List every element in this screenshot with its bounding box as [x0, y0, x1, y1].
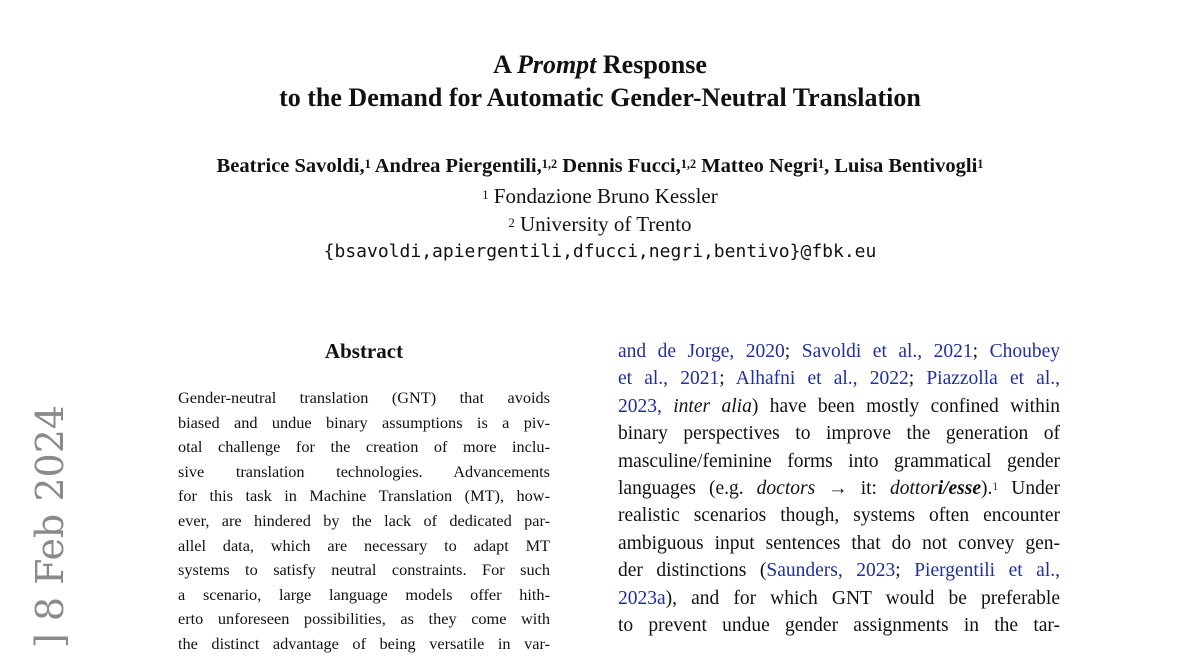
paper-title: [0, 48, 1200, 114]
author-emails: {bsavoldi,apiergentili,dfucci,negri,bentivo}@fbk.eu: [323, 241, 877, 262]
body-line: [618, 338, 1060, 365]
body-text: Under: [998, 478, 1060, 500]
separator: ,: [657, 395, 674, 417]
body-text: der distinctions (: [618, 560, 767, 582]
affiliation-mark: 2: [508, 215, 515, 230]
affiliation-2: [0, 211, 1200, 237]
body-line: [618, 475, 1060, 502]
abstract-line: biased and undue binary assumptions is a piv-: [178, 412, 550, 432]
citation-link[interactable]: et al., 2021: [618, 368, 720, 390]
abstract-line: otal challenge for the creation of more inclu-: [178, 437, 550, 457]
abstract-body: [178, 386, 550, 657]
author-name: Matteo Negri: [696, 155, 818, 177]
body-text: ), and for which GNT would be preferable: [665, 587, 1060, 609]
author-name: Beatrice Savoldi,: [216, 155, 365, 177]
intro-text-column: [618, 338, 1060, 639]
citation-link[interactable]: Alhafni et al., 2022: [735, 368, 909, 390]
citation-link[interactable]: 2023: [618, 395, 657, 417]
body-line: to prevent undue gender assignments in the tar-: [618, 615, 1060, 637]
arrow-text: → it:: [815, 478, 890, 500]
arxiv-side-stamp: ] 8 Feb 2024: [28, 404, 72, 648]
author-affil-mark: 1: [364, 156, 371, 171]
body-line: [618, 557, 1060, 584]
body-text: languages (e.g.: [618, 478, 757, 500]
affiliation-text: Fondazione Bruno Kessler: [488, 184, 718, 208]
title-emphasis: Prompt: [516, 50, 597, 79]
body-line: binary perspectives to improve the generation of: [618, 423, 1060, 445]
author-affil-mark: 1: [977, 156, 984, 171]
citation-link[interactable]: 2023a: [618, 587, 666, 609]
title-line-1: [0, 48, 1200, 81]
citation-link[interactable]: Piergentili et al.,: [914, 560, 1060, 582]
title-suffix: Response: [596, 50, 707, 79]
title-line-2: to the Demand for Automatic Gender-Neutral Translation: [279, 83, 921, 112]
separator: ;: [895, 560, 915, 582]
affiliation-mark: 1: [482, 187, 489, 202]
example-stem: dottor: [890, 478, 938, 500]
body-line: [618, 393, 1060, 420]
body-text: ) have been mostly confined within: [751, 395, 1061, 417]
citation-link[interactable]: and de Jorge, 2020: [618, 341, 785, 362]
citation-link[interactable]: Savoldi et al., 2021: [801, 341, 973, 362]
citation-link[interactable]: Piazzolla et al.,: [926, 368, 1061, 390]
abstract-line: a scenario, large language models offer hith-: [178, 584, 550, 604]
body-text: ).: [981, 478, 993, 500]
body-line: ambiguous input sentences that do not convey gen-: [618, 532, 1060, 554]
author-affil-mark: 1: [817, 156, 825, 171]
abstract-line: systems to satisfy neutral constraints. For such: [178, 560, 550, 580]
latin-phrase: inter alia: [673, 395, 752, 417]
affiliation-text: University of Trento: [514, 212, 692, 236]
abstract-line: ever, are hindered by the lack of dedicated par-: [178, 510, 550, 530]
example-word: doctors: [756, 478, 816, 500]
separator: ;: [784, 341, 802, 362]
body-line: realistic scenarios though, systems often encounter: [618, 505, 1060, 527]
separator: ;: [908, 368, 927, 390]
title-prefix: A: [493, 50, 517, 79]
citation-link[interactable]: Saunders, 2023: [766, 560, 896, 582]
separator: ;: [719, 368, 736, 390]
abstract-line: erto unforeseen possibilities, as they come with: [178, 609, 550, 629]
body-line: [618, 365, 1060, 392]
author-name: Dennis Fucci,: [557, 155, 681, 177]
abstract-line: sive translation technologies. Advancements: [178, 461, 550, 481]
example-suffix: i/esse: [937, 478, 982, 500]
footnote-link[interactable]: 1: [992, 479, 999, 493]
author-affil-mark: 1,2: [541, 156, 558, 171]
citation-link[interactable]: Choubey: [989, 341, 1061, 362]
abstract-heading: Abstract: [324, 339, 404, 363]
body-line: masculine/feminine forms into grammatical gender: [618, 450, 1060, 472]
author-name: , Luisa Bentivogli: [824, 155, 978, 177]
author-name: Andrea Piergentili,: [370, 155, 542, 177]
abstract-line: Gender-neutral translation (GNT) that avoids: [178, 388, 550, 407]
body-line: [618, 585, 1060, 612]
author-list: [0, 153, 1200, 179]
author-affil-mark: 1,2: [680, 156, 697, 171]
affiliation-1: [0, 183, 1200, 209]
separator: ;: [972, 341, 990, 362]
abstract-line: for this task in Machine Translation (MT), how-: [178, 486, 550, 506]
abstract-line: allel data, which are necessary to adapt MT: [178, 535, 550, 555]
abstract-line: the distinct advantage of being versatile in var-: [178, 633, 550, 653]
